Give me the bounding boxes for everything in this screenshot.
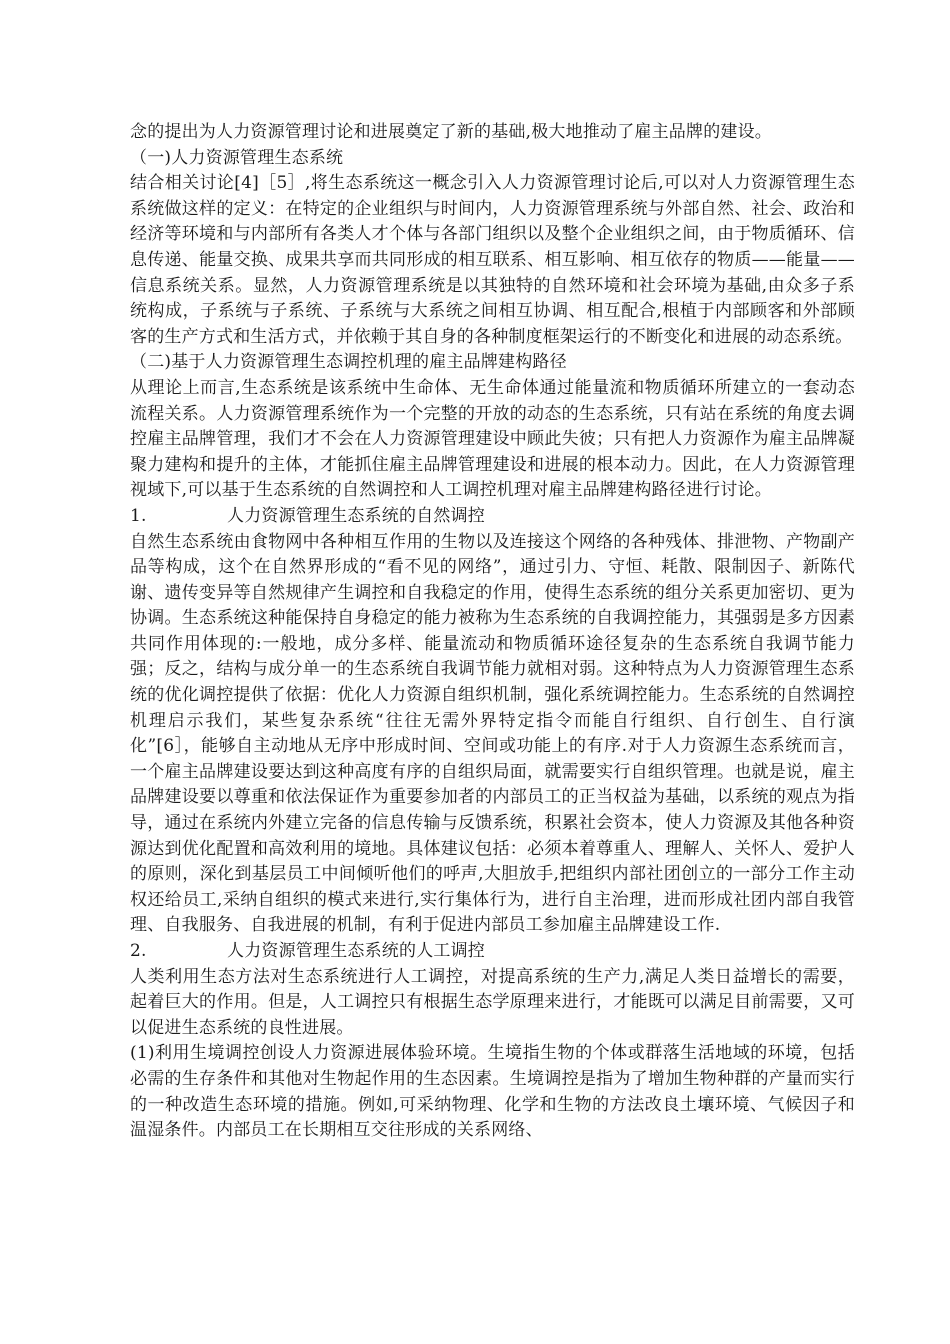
section-heading-1: （一)人力资源管理生态系统 (130, 147, 344, 168)
intro-paragraph: 念的提出为人力资源管理讨论和进展奠定了新的基础,极大地推动了雇主品牌的建设。 (130, 122, 773, 142)
subsection-heading-2 (130, 939, 855, 965)
subsection-body-1: 自然生态系统由食物网中各种相互作用的生物以及连接这个网络的各种残体、排泄物、产物副产品等构成，这个在自然界形成的“看不见的网络”，通过引力、守恒、耗散、限制因子、新陈代谢、遗传变异等自然规律产生调控和自我稳定的作用，使得生态系统的组分关系更加密切、更为协调。生态系统这种能保持自身稳定的能力被称为生态系统的自我调控能力，其强弱是多方因素共同作用体现的:一般地，成分多样、能量流动和物质循环途径复杂的生态系统自我调节能力强；反之，结构与成分单一的生态系统自我调节能力就相对弱。这种特点为人力资源管理生态系统的优化调控提供了依据：优化人力资源自组织机制，强化系统调控能力。生态系统的自然调控机理启示我们，某些复杂系统“往往无需外界特定指令而能自行组织、自行创生、自行演化”[6］，能够自主动地从无序中形成时间、空间或功能上的有序.对于人力资源生态系统而言，一个雇主品牌建设要达到这种高度有序的自组织局面，就需要实行自组织管理。也就是说，雇主品牌建设要以尊重和依法保证作为重要参加者的内部员工的正当权益为基础，以系统的观点为指导，通过在系统内外建立完备的信息传输与反馈系统，积累社会资本，使人力资源及其他各种资源达到优化配置和高效利用的境地。具体建议包括：必须本着尊重人、理解人、关怀人、爱护人的原则，深化到基层员工中间倾听他们的呼声,大胆放手,把组织内部社团创立的一部分工作主动权还给员工,采纳自组织的模式来进行,实行集体行为，进行自主治理，进而形成社团内部自我管理、自我服务、自我进展的机制，有利于促进内部员工参加雇主品牌建设工作. (130, 531, 855, 936)
list-item-1: (1)利用生境调控创设人力资源进展体验环境。生境指生物的个体或群落生活地域的环境，包括必需的生存条件和其他对生物起作用的生态因素。生境调控是指为了增加生物种群的产量而实行的一种改造生态环境的措施。例如,可采纳物理、化学和生物的方法改良土壤环境、气候因子和温湿条件。内部员工在长期相互交往形成的关系网络、 (130, 1043, 855, 1141)
subsection-number-1: 1. (130, 505, 147, 526)
section-heading-2: （二)基于人力资源管理生态调控机理的雇主品牌建构路径 (130, 352, 567, 373)
document-page (130, 120, 855, 1144)
subsection-heading-1 (130, 504, 855, 530)
section-body-1: 结合相关讨论[4]［5］,将生态系统这一概念引入人力资源管理讨论后,可以对人力资源管理生态系统做这样的定义：在特定的企业组织与时间内，人力资源管理系统与外部自然、社会、政治和经济等环境和与内部所有各类人才个体与各部门组织以及整个企业组织之间，由于物质循环、信息传递、能量交换、成果共享而共同形成的相互联系、相互影响、相互依存的物质——能量——信息系统关系。显然，人力资源管理系统是以其独特的自然环境和社会环境为基础,由众多子系统构成，子系统与子系统、子系统与大系统之间相互协调、相互配合,根植于内部顾客和外部顾客的生产方式和生活方式，并依赖于其自身的各种制度框架运行的不断变化和进展的动态系统。 (130, 173, 855, 347)
subsection-body-2: 人类利用生态方法对生态系统进行人工调控，对提高系统的生产力,满足人类日益增长的需要，起着巨大的作用。但是，人工调控只有根据生态学原理来进行，才能既可以满足目前需要，又可以促进生态系统的良性进展。 (130, 966, 855, 1038)
subsection-title-2: 人力资源管理生态系统的人工调控 (227, 941, 485, 961)
section-body-2: 从理论上而言,生态系统是该系统中生命体、无生命体通过能量流和物质循环所建立的一套动态流程关系。人力资源管理系统作为一个完整的开放的动态的生态系统，只有站在系统的角度去调控雇主品牌管理，我们才不会在人力资源管理建设中顾此失彼；只有把人力资源作为雇主品牌凝聚力建构和提升的主体，才能抓住雇主品牌管理建设和进展的根本动力。因此，在人力资源管理视域下,可以基于生态系统的自然调控和人工调控机理对雇主品牌建构路径进行讨论。 (130, 377, 855, 501)
subsection-number-2: 2. (130, 941, 147, 961)
subsection-title-1: 人力资源管理生态系统的自然调控 (227, 505, 485, 526)
